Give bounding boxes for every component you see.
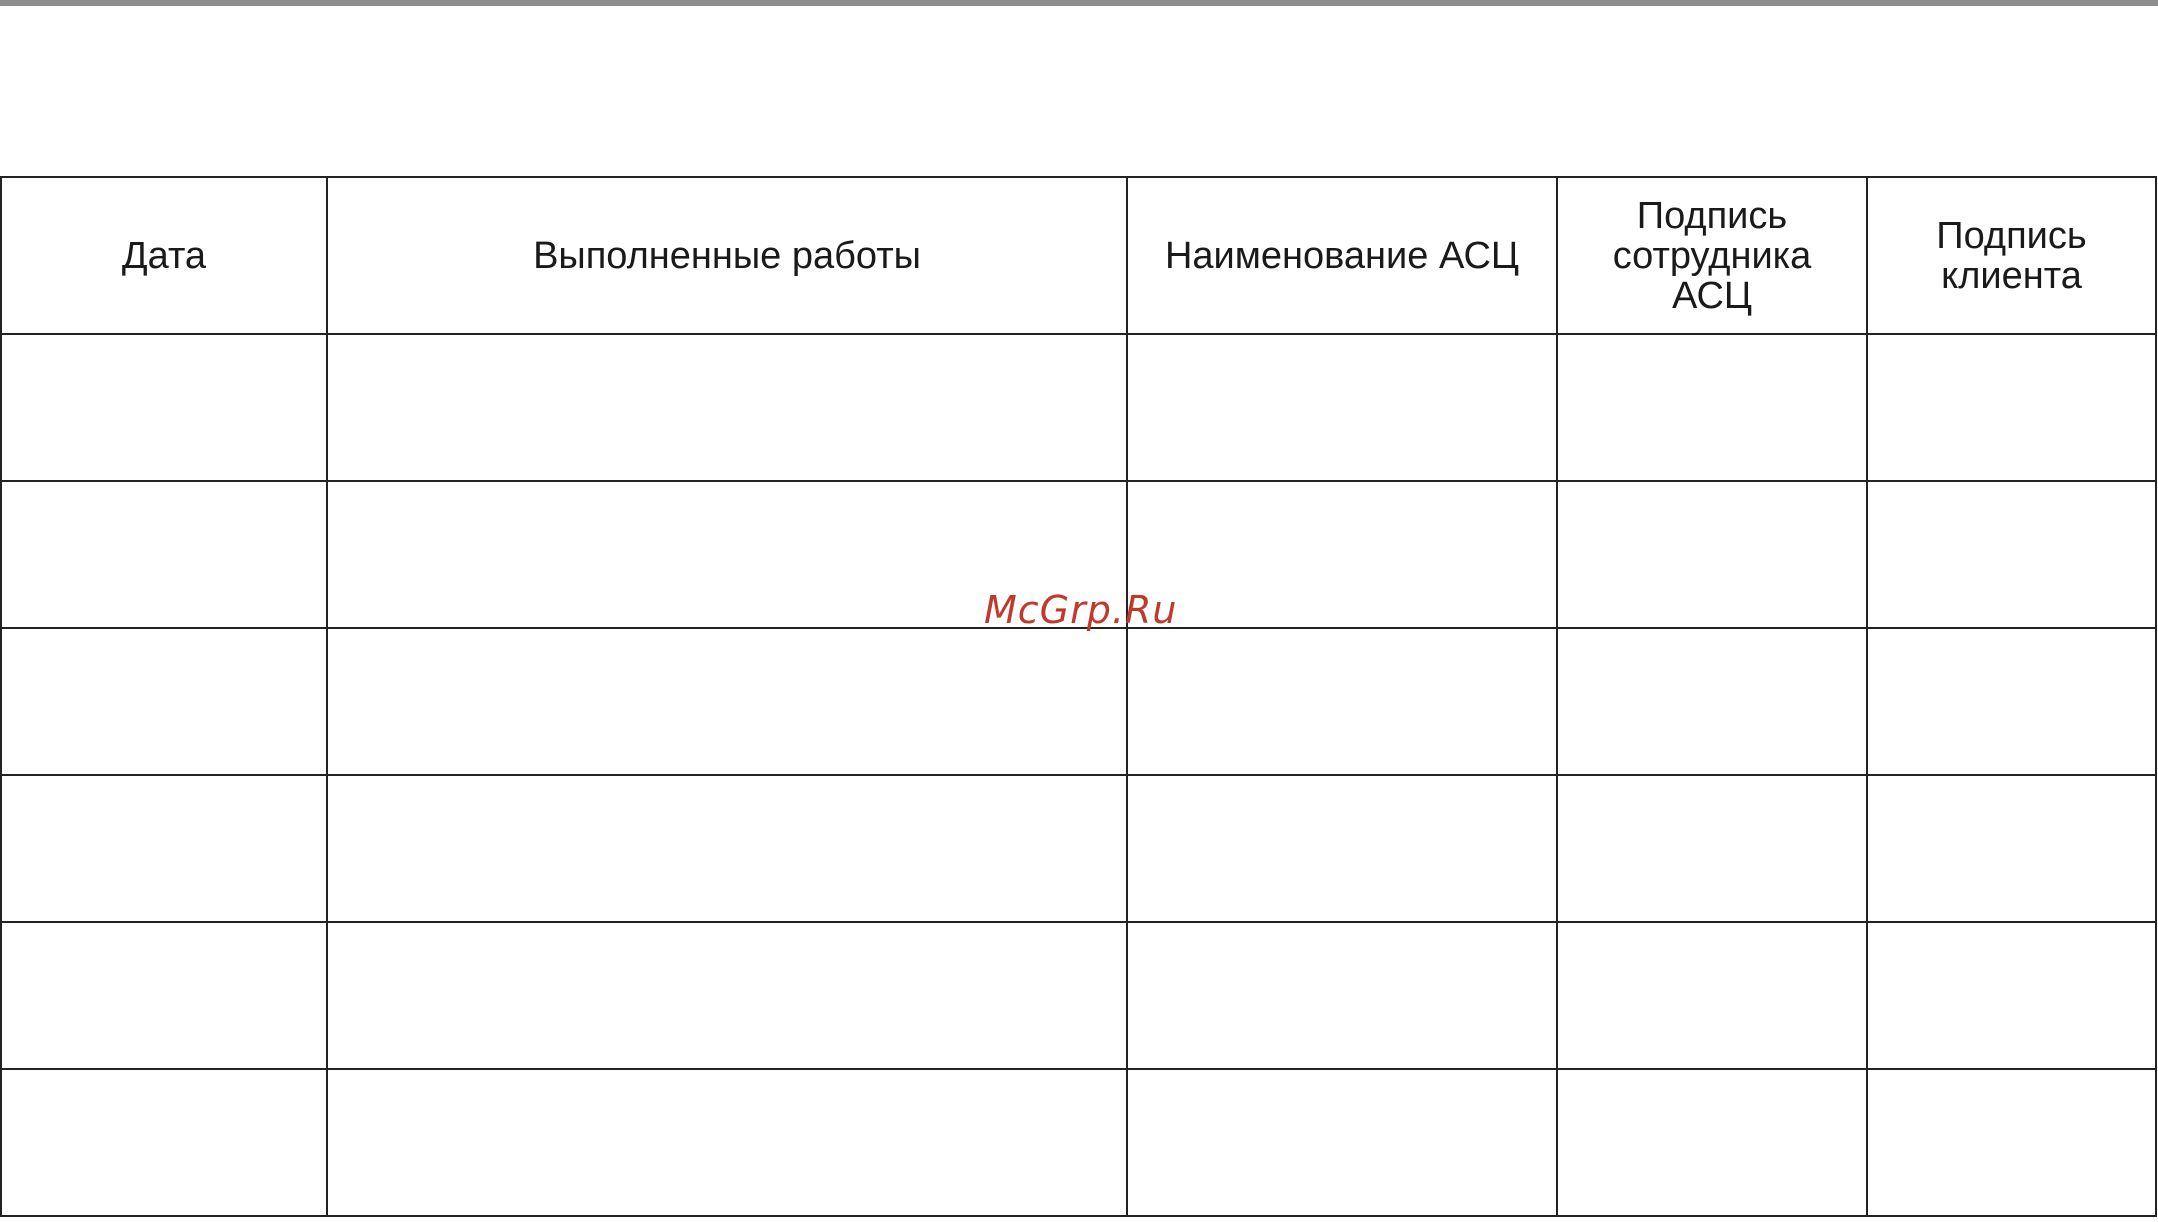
cell-date <box>1 334 327 481</box>
header-client-signature: Подпись клиента <box>1867 177 2156 334</box>
cell-date <box>1 775 327 922</box>
header-employee-signature: Подпись сотрудника АСЦ <box>1557 177 1867 334</box>
cell-employee-signature <box>1557 775 1867 922</box>
cell-work-done <box>327 628 1127 775</box>
cell-service-center-name <box>1127 334 1557 481</box>
cell-client-signature <box>1867 628 2156 775</box>
header-service-center-name: Наименование АСЦ <box>1127 177 1557 334</box>
cell-date <box>1 628 327 775</box>
cell-employee-signature <box>1557 481 1867 628</box>
cell-work-done <box>327 1069 1127 1216</box>
cell-client-signature <box>1867 922 2156 1069</box>
cell-client-signature <box>1867 481 2156 628</box>
cell-service-center-name <box>1127 1069 1557 1216</box>
cell-date <box>1 481 327 628</box>
table-row <box>1 628 2156 775</box>
cell-service-center-name <box>1127 628 1557 775</box>
top-divider <box>0 0 2158 6</box>
cell-service-center-name <box>1127 481 1557 628</box>
table-row <box>1 334 2156 481</box>
header-work-done: Выполненные работы <box>327 177 1127 334</box>
cell-employee-signature <box>1557 628 1867 775</box>
cell-client-signature <box>1867 775 2156 922</box>
table-row <box>1 1069 2156 1216</box>
watermark: McGrp.Ru <box>984 588 1178 632</box>
cell-client-signature <box>1867 1069 2156 1216</box>
cell-date <box>1 922 327 1069</box>
table-row <box>1 922 2156 1069</box>
cell-service-center-name <box>1127 922 1557 1069</box>
cell-work-done <box>327 334 1127 481</box>
header-date: Дата <box>1 177 327 334</box>
cell-service-center-name <box>1127 775 1557 922</box>
cell-client-signature <box>1867 334 2156 481</box>
table-header-row <box>1 177 2156 334</box>
cell-work-done <box>327 922 1127 1069</box>
table-row <box>1 775 2156 922</box>
cell-work-done <box>327 775 1127 922</box>
cell-employee-signature <box>1557 1069 1867 1216</box>
cell-date <box>1 1069 327 1216</box>
cell-employee-signature <box>1557 334 1867 481</box>
service-record-table <box>0 176 2157 1217</box>
cell-employee-signature <box>1557 922 1867 1069</box>
